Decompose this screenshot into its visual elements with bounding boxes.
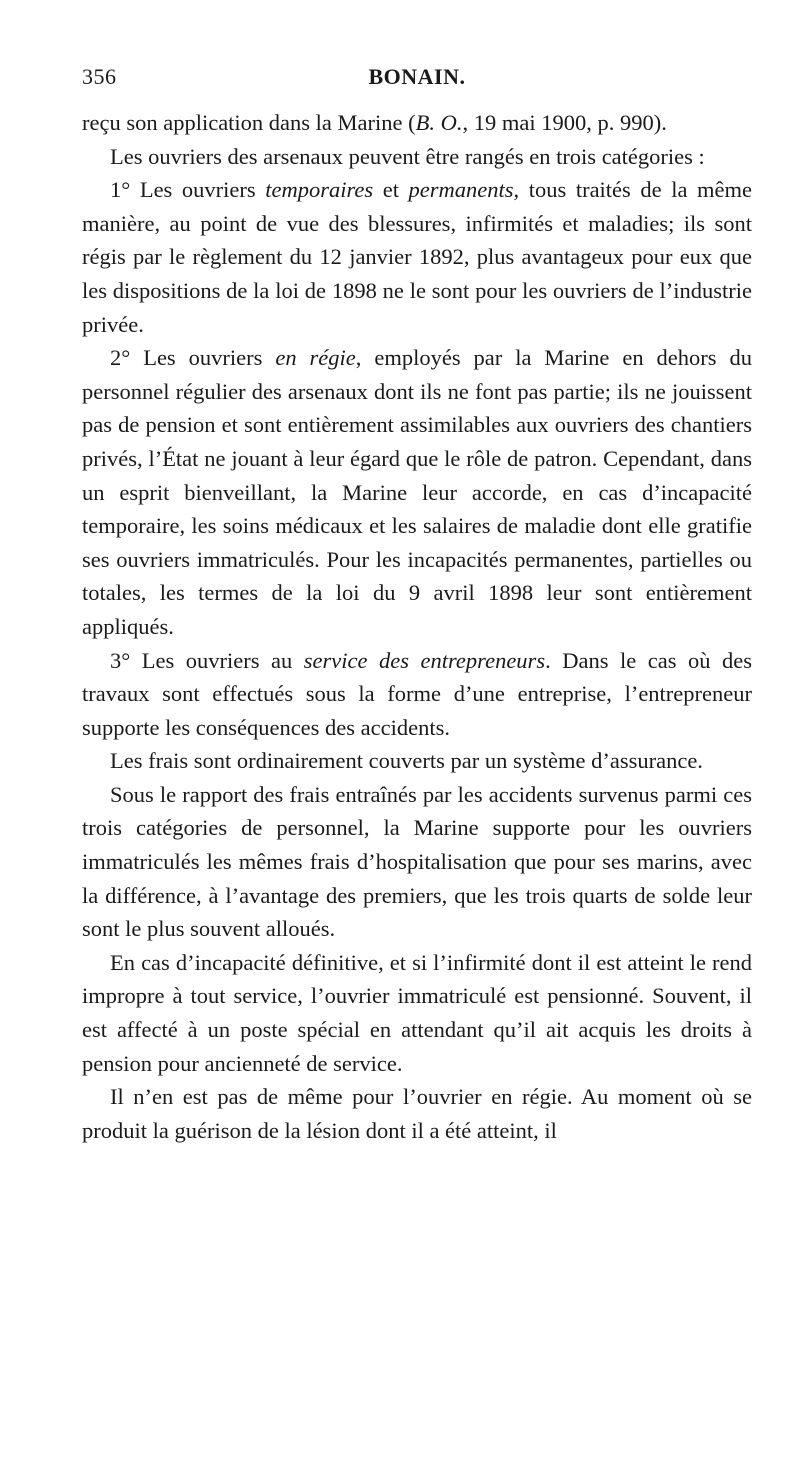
running-title: BONAIN. <box>368 64 466 89</box>
text-run: Les frais sont ordinairement couverts par un système d’assurance. <box>110 748 703 774</box>
text-run: , 19 mai 1900, p. 990). <box>462 110 667 135</box>
italic-run: service des entrepreneurs <box>303 647 546 673</box>
paragraph <box>82 744 752 778</box>
paragraph <box>82 644 752 745</box>
paragraph <box>82 140 752 174</box>
italic-run: permanents <box>408 177 514 203</box>
text-run: reçu son application dans la Marine ( <box>82 110 416 135</box>
text-run: Il n’en est pas de même pour l’ouvrier en régie. Au moment où se produit la guérison de la lésion dont il a été atteint, il <box>82 1084 752 1143</box>
text-run: 1° Les ouvriers <box>110 177 266 203</box>
paragraph <box>82 106 752 140</box>
text-run: et <box>373 177 409 203</box>
page-number: 356 <box>82 64 117 89</box>
paragraph <box>82 173 752 341</box>
text-run: 2° Les ouvriers <box>110 345 276 371</box>
body-text <box>82 106 752 1147</box>
running-head <box>82 64 752 94</box>
paragraph <box>82 946 752 1080</box>
text-run: , employés par la Marine en dehors du personnel régulier des arsenaux dont ils ne font pas partie; ils ne jouissent pas de pension et sont entièrement assimilables aux ouvriers des chantiers privés, l’État ne jouant à leur égard que le rôle de patron. Cependant, dans un esprit bienveillant, la Marine leur accorde, en cas d’incapacité temporaire, les soins médicaux et les salaires de maladie dont elle gratifie ses ouvriers immatriculés. Pour les incapacités permanentes, partielles ou totales, les termes de la loi du 9 avril 1898 leur sont entièrement appliqués. <box>82 345 753 639</box>
paragraph <box>82 778 752 946</box>
text-run: 3° Les ouvriers au <box>110 647 304 673</box>
italic-run: en régie <box>275 345 356 371</box>
text-run: . Dans le cas où des travaux sont effectués sous la forme d’une entreprise, l’entrepreneur supporte les conséquences des accidents. <box>82 647 752 740</box>
text-run: En cas d’incapacité définitive, et si l’infirmité dont il est atteint le rend impropre à tout service, l’ouvrier immatriculé est pensionné. Souvent, il est affecté à un poste spécial en attendant qu’il ait acquis les droits à pension pour ancienneté de service. <box>82 949 752 1076</box>
italic-run: B. O. <box>415 110 463 135</box>
text-run: Les ouvriers des arsenaux peuvent être rangés en trois catégories : <box>110 143 705 169</box>
text-run: , tous traités de la même manière, au point de vue des blessures, infirmités et maladies; ils sont régis par le règlement du 12 janvier 1892, plus avantageux pour eux que les dispositions de la loi de 1898 ne le sont pour les ouvriers de l’industrie privée. <box>82 177 752 337</box>
text-run: Sous le rapport des frais entraînés par les accidents survenus parmi ces trois catégories de personnel, la Marine supporte pour les ouvriers immatriculés les mêmes frais d’hospitalisation que pour ses marins, avec la différence, à l’avantage des premiers, que les trois quarts de solde leur sont le plus souvent alloués. <box>82 781 752 942</box>
paragraph <box>82 341 752 643</box>
italic-run: temporaires <box>265 177 374 203</box>
paragraph <box>82 1080 752 1147</box>
